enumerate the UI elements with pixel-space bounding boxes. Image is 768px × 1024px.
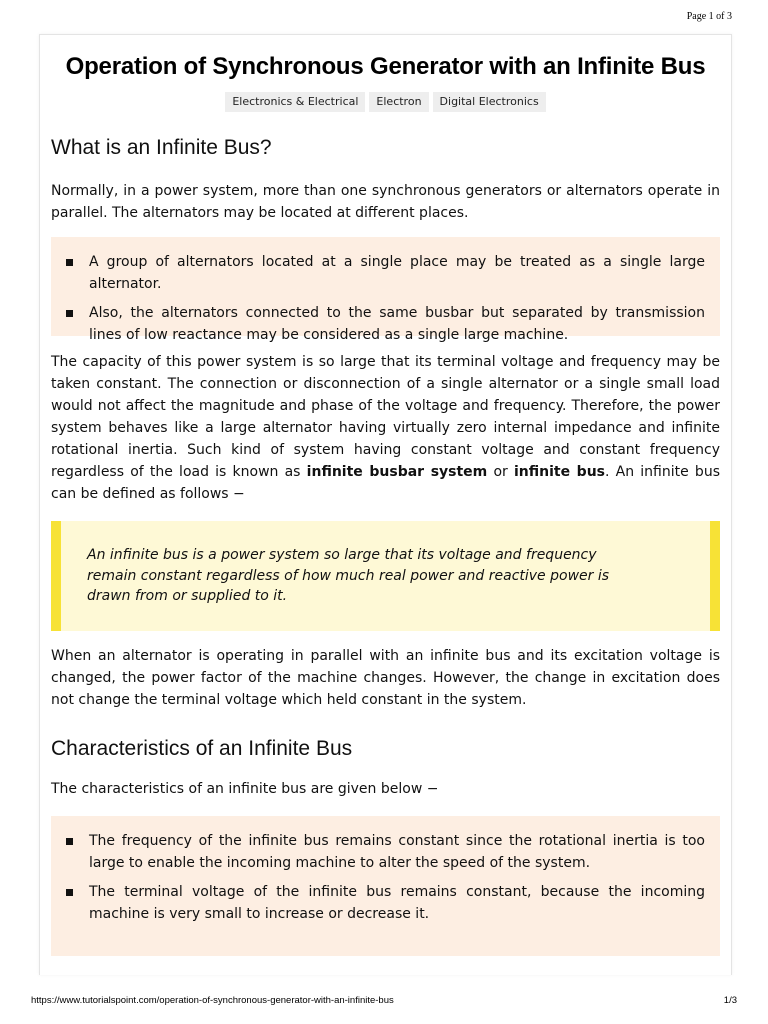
bullet-icon xyxy=(66,889,73,896)
list-item: The terminal voltage of the infinite bus remains constant, because the incoming machine is very small to increase or decrease it. xyxy=(66,881,705,925)
bullet-box-1 xyxy=(51,237,720,343)
bullet-icon xyxy=(66,259,73,266)
list-item: The frequency of the infinite bus remains constant since the rotational inertia is too large to enable the incoming machine to alter the speed of the system. xyxy=(66,830,705,874)
section-heading-infinite-bus: What is an Infinite Bus? xyxy=(51,136,272,159)
quote-text: An infinite bus is a power system so large that its voltage and frequency remain constant regardless of how much real power and reactive power is drawn from or supplied to it. xyxy=(87,547,610,604)
bold-term-infinite-busbar-system: infinite busbar system xyxy=(306,464,488,480)
footer-url[interactable]: https://www.tutorialspoint.com/operation-of-synchronous-generator-with-an-infinite-bus xyxy=(31,995,394,1006)
tag-electronics-electrical[interactable]: Electronics & Electrical xyxy=(225,92,365,112)
tag-electron[interactable]: Electron xyxy=(369,92,428,112)
definition-quote xyxy=(51,521,720,631)
bullet-box-2 xyxy=(51,816,720,956)
excitation-paragraph: When an alternator is operating in parallel with an infinite bus and its excitation voltage is changed, the power factor of the machine changes. However, the change in excitation does not change the terminal voltage which held constant in the system. xyxy=(51,648,720,708)
page-title: Operation of Synchronous Generator with an Infinite Bus xyxy=(65,53,706,80)
bold-term-infinite-bus: infinite bus xyxy=(513,464,606,480)
page-indicator: Page 1 of 3 xyxy=(686,11,732,22)
bullet-icon xyxy=(66,310,73,317)
bullet-icon xyxy=(66,838,73,845)
section-heading-characteristics: Characteristics of an Infinite Bus xyxy=(51,737,353,760)
capacity-paragraph: The capacity of this power system is so large that its terminal voltage and frequency may be taken constant. The connection or disconnection of a single alternator or a single small load would not affect the magnitude and phase of the voltage and frequency. Therefore, the power system behaves like a large alternator having virtually zero internal impedance and infinite rotational inertia. Such kind of system having constant voltage and constant frequency regardless of the load is known as infinite busbar system or infinite bus. An infinite bus can be defined as follows − xyxy=(51,354,720,502)
list-item: A group of alternators located at a single place may be treated as a single large alternator. xyxy=(66,251,705,295)
footer-page-number: 1/3 xyxy=(723,995,737,1006)
tag-digital-electronics[interactable]: Digital Electronics xyxy=(433,92,546,112)
tag-list xyxy=(51,92,720,112)
characteristics-intro: The characteristics of an infinite bus are given below − xyxy=(51,781,439,797)
article-card xyxy=(39,34,732,975)
list-item: Also, the alternators connected to the same busbar but separated by transmission lines of low reactance may be considered as a single large machine. xyxy=(66,302,705,346)
intro-paragraph: Normally, in a power system, more than one synchronous generators or alternators operate in parallel. The alternators may be located at different places. xyxy=(51,183,720,221)
